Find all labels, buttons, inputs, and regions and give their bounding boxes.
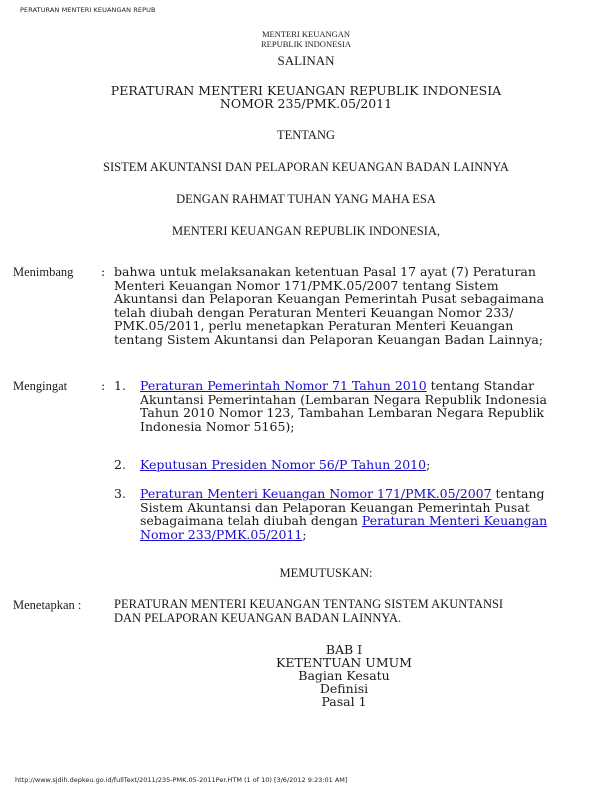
item-3-line: Sistem Akuntansi dan Pelaporan Keuangan Pemerintah Pusat — [140, 499, 530, 515]
item-3-text: ; — [302, 526, 307, 542]
menetapkan-line: PERATURAN MENTERI KEUANGAN TENTANG SISTEM AKUNTANSI — [114, 597, 504, 611]
letterhead-line1: MENTERI KEUANGAN — [261, 29, 351, 39]
chapter-number: BAB I — [325, 642, 363, 657]
menetapkan-line: DAN PELAPORAN KEUANGAN BADAN LAINNYA. — [114, 610, 402, 625]
item-1-line: Tahun 2010 Nomor 123, Tambahan Lembaran Negara Republik — [140, 405, 545, 420]
page-footer: http://www.sjdih.depkeu.go.id/fullText/2011/235-PMK.05-2011Per.HTM (1 of 10) [3/6/2012 9:23:01 AM] — [15, 776, 348, 784]
menimbang-line: telah diubah dengan Peraturan Menteri Keuangan Nomor 233/ — [114, 304, 514, 320]
mengingat-item-2 — [140, 458, 430, 472]
menimbang-label: Menimbang — [13, 265, 74, 279]
mengingat-colon: : — [101, 378, 106, 393]
menimbang-line: Menteri Keuangan Nomor 171/PMK.05/2007 tentang Sistem — [114, 277, 499, 293]
section-title: Definisi — [319, 681, 369, 696]
regulation-subject: SISTEM AKUNTANSI DAN PELAPORAN KEUANGAN BADAN LAINNYA — [103, 160, 509, 174]
item-1-text: tentang Standar — [426, 378, 535, 393]
item-3-text: sebagaimana telah diubah dengan — [140, 513, 362, 528]
menetapkan-text — [114, 598, 503, 625]
item-3-text: tentang — [491, 486, 545, 501]
item-number-1: 1. — [114, 378, 126, 393]
menimbang-line: Akuntansi dan Pelaporan Keuangan Pemerintah Pusat sebagaimana — [114, 291, 545, 306]
menimbang-text — [114, 265, 544, 346]
link-pmk-233-2011[interactable]: Peraturan Menteri Keuangan — [361, 513, 548, 528]
menimbang-line: PMK.05/2011, perlu menetapkan Peraturan Menteri Keuangan — [114, 318, 514, 333]
regulation-number: NOMOR 235/PMK.05/2011 — [219, 96, 393, 111]
link-keppres-56-2010[interactable]: Keputusan Presiden Nomor 56/P Tahun 2010 — [140, 457, 427, 472]
section-name: Bagian Kesatu — [298, 668, 390, 683]
item-number-2: 2. — [114, 457, 126, 472]
item-number-3: 3. — [114, 486, 126, 501]
minister-heading: MENTERI KEUANGAN REPUBLIK INDONESIA, — [171, 224, 441, 238]
mengingat-item-3 — [140, 487, 547, 541]
memutuskan-heading: MEMUTUSKAN: — [279, 566, 373, 580]
item-1-line: Akuntansi Pemerintahan (Lembaran Negara Republik Indonesia — [140, 391, 547, 407]
link-pmk-233-2011-cont[interactable]: Nomor 233/PMK.05/2011 — [140, 526, 303, 542]
mengingat-item-1 — [140, 379, 547, 433]
menimbang-line: tentang Sistem Akuntansi dan Pelaporan Keuangan Badan Lainnya; — [114, 331, 544, 347]
link-pmk-171-2007[interactable]: Peraturan Menteri Keuangan Nomor 171/PMK.05/2007 — [140, 486, 492, 501]
regulation-title: PERATURAN MENTERI KEUANGAN REPUBLIK INDONESIA — [110, 83, 502, 98]
item-2-text: ; — [426, 457, 431, 472]
item-1-line: Indonesia Nomor 5165); — [140, 418, 295, 434]
article-number: Pasal 1 — [321, 694, 367, 709]
menimbang-line: bahwa untuk melaksanakan ketentuan Pasal 17 ayat (7) Peraturan — [114, 264, 536, 279]
menimbang-colon: : — [101, 264, 106, 279]
menetapkan-label: Menetapkan : — [13, 598, 82, 612]
tentang-heading: TENTANG — [276, 128, 335, 142]
salinan-label: SALINAN — [277, 53, 335, 68]
link-pp-71-2010[interactable]: Peraturan Pemerintah Nomor 71 Tahun 2010 — [140, 378, 427, 393]
chapter-title: KETENTUAN UMUM — [276, 655, 412, 670]
letterhead-line2: REPUBLIK INDONESIA — [261, 39, 351, 49]
page-header: PERATURAN MENTERI KEUANGAN REPUB — [20, 6, 156, 14]
mengingat-label: Mengingat — [13, 379, 68, 393]
rahmat-heading: DENGAN RAHMAT TUHAN YANG MAHA ESA — [176, 192, 436, 206]
